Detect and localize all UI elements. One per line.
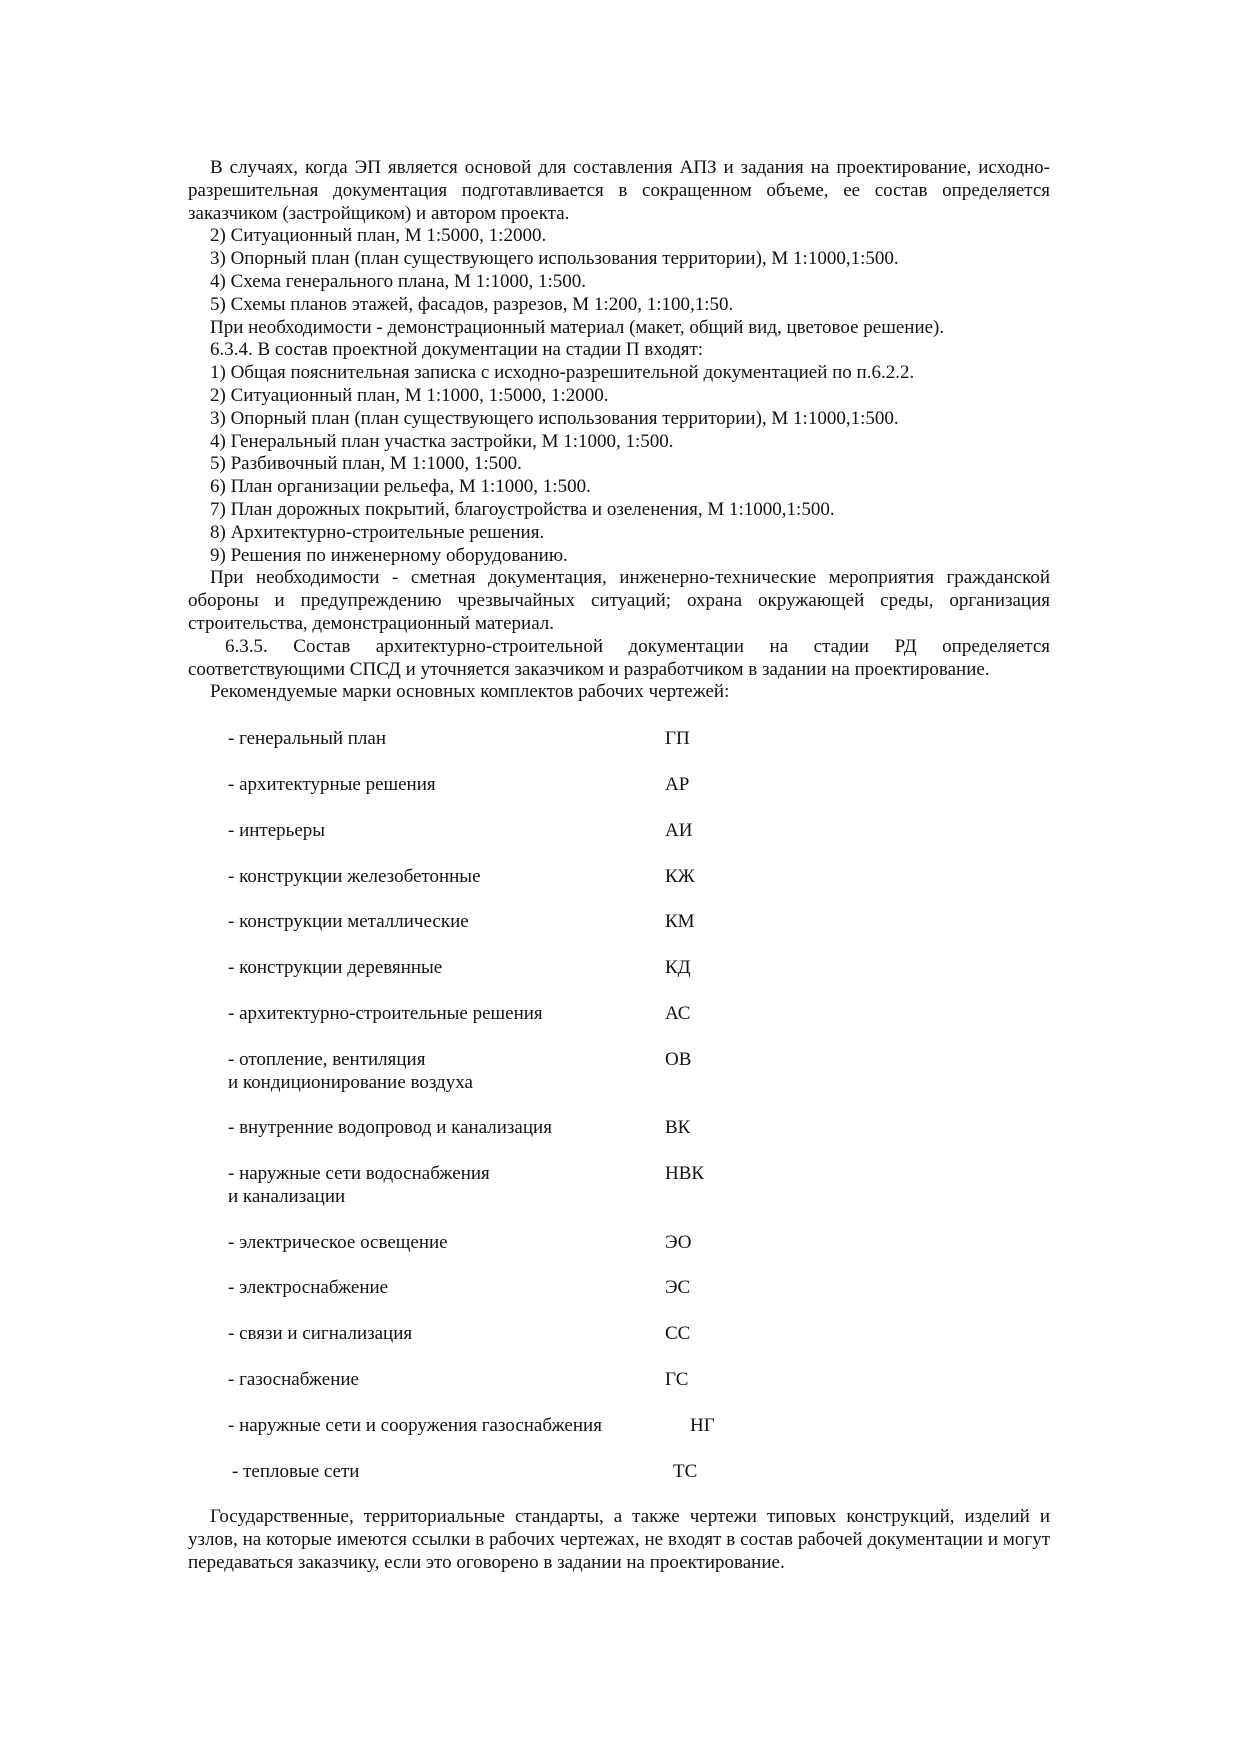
mark-code: КМ <box>665 911 695 933</box>
paragraph: При необходимости - демонстрационный материал (макет, общий вид, цветовое решение). <box>210 316 945 338</box>
mark-name: - электроснабжение <box>228 1277 389 1299</box>
paragraph: 5) Разбивочный план, М 1:1000, 1:500. <box>210 453 522 475</box>
list-item <box>188 957 1050 980</box>
mark-name: - связи и сигнализация <box>228 1323 413 1345</box>
mark-name: - архитектурно-строительные решения <box>228 1002 543 1024</box>
paragraph: 1) Общая пояснительная записка с исходно-разрешительной документацией по п.6.2.2. <box>210 362 915 384</box>
list-item <box>188 1369 1050 1392</box>
list-intro: Рекомендуемые марки основных комплектов рабочих чертежей: <box>210 681 730 703</box>
mark-code: ОВ <box>665 1048 692 1070</box>
mark-name-line2: и кондиционирование воздуха <box>228 1071 473 1093</box>
mark-name: - внутренние водопровод и канализация <box>228 1117 552 1139</box>
closing-paragraph: Государственные, территориальные стандарты, а также чертежи типовых конструкций, изделий и узлов, на которые имеются ссылки в рабочих чертежах, не входят в состав рабочей документации и могут передаваться заказчику, если это оговорено в задании на проектирование. <box>188 1506 1050 1574</box>
mark-code: ТС <box>673 1460 698 1482</box>
mark-code: ЭО <box>665 1231 692 1253</box>
list-item <box>188 1461 1050 1484</box>
mark-name: - тепловые сети <box>232 1460 360 1482</box>
marks-list <box>188 728 1050 1483</box>
list-item <box>188 1323 1050 1346</box>
mark-name: - наружные сети и сооружения газоснабжения <box>228 1414 602 1436</box>
list-item <box>188 1117 1050 1140</box>
mark-name: - архитектурные решения <box>228 773 436 795</box>
list-item <box>188 728 1050 751</box>
mark-code: КД <box>665 957 691 979</box>
mark-name: - газоснабжение <box>228 1369 359 1391</box>
list-item <box>188 1049 1050 1095</box>
mark-code: АР <box>665 773 690 795</box>
paragraph: 6) План организации рельефа, М 1:1000, 1:500. <box>210 476 591 498</box>
mark-code: ГП <box>665 728 690 750</box>
mark-name: - отопление, вентиляция <box>228 1048 426 1070</box>
mark-code: КЖ <box>665 865 695 887</box>
mark-code: АС <box>665 1002 691 1024</box>
paragraph: 3) Опорный план (план существующего использования территории), М 1:1000,1:500. <box>210 407 899 429</box>
mark-name: - наружные сети водоснабжения <box>228 1163 490 1185</box>
paragraph: 7) План дорожных покрытий, благоустройства и озеленения, М 1:1000,1:500. <box>210 498 835 520</box>
mark-name: - электрическое освещение <box>228 1231 448 1253</box>
paragraph: В случаях, когда ЭП является основой для составления АПЗ и задания на проектирование, исходно-разрешительная документация подготавливается в сокращенном объеме, ее состав определяется заказчиком (застройщиком) и автором проекта. <box>188 157 1050 224</box>
mark-code: АИ <box>665 819 693 841</box>
paragraph: 5) Схемы планов этажей, фасадов, разрезов, М 1:200, 1:100,1:50. <box>210 293 734 315</box>
mark-code: НВК <box>665 1163 705 1185</box>
paragraph: При необходимости - сметная документация, инженерно-технические мероприятия гражданской обороны и предупреждению чрезвычайных ситуаций; охрана окружающей среды, организация строительства, демонстрационный материал. <box>188 567 1050 634</box>
mark-name-line2: и канализации <box>228 1185 346 1207</box>
mark-code: ЭС <box>665 1277 691 1299</box>
list-item <box>188 911 1050 934</box>
paragraph: 3) Опорный план (план существующего использования территории), М 1:1000,1:500. <box>210 248 899 270</box>
list-item <box>188 774 1050 797</box>
paragraph: 8) Архитектурно-строительные решения. <box>210 521 545 543</box>
paragraph: 2) Ситуационный план, М 1:1000, 1:5000, 1:2000. <box>210 384 609 406</box>
list-item <box>188 1277 1050 1300</box>
list-item <box>188 1232 1050 1255</box>
section-635: 6.3.5. Состав архитектурно-строительной документации на стадии РД определяется соответствующими СПСД и уточняется заказчиком и разработчиком в задании на проектирование. <box>188 635 1050 680</box>
document-page <box>188 157 1050 1575</box>
paragraph: 4) Схема генерального плана, М 1:1000, 1:500. <box>210 270 586 292</box>
mark-code: ВК <box>665 1117 691 1139</box>
list-item <box>188 1003 1050 1026</box>
mark-name: - конструкции деревянные <box>228 957 443 979</box>
list-item <box>188 1163 1050 1209</box>
mark-name: - конструкции железобетонные <box>228 865 481 887</box>
mark-name: - интерьеры <box>228 819 326 841</box>
section-heading: 6.3.4. В состав проектной документации на стадии П входят: <box>210 339 704 361</box>
mark-code: ГС <box>665 1369 689 1391</box>
mark-code: СС <box>665 1323 691 1345</box>
paragraph: 9) Решения по инженерному оборудованию. <box>210 544 568 566</box>
mark-code: НГ <box>690 1414 715 1436</box>
mark-name: - конструкции металлические <box>228 911 469 933</box>
paragraph: 4) Генеральный план участка застройки, М 1:1000, 1:500. <box>210 430 674 452</box>
list-item <box>188 1415 1050 1438</box>
mark-name: - генеральный план <box>228 728 387 750</box>
top-paragraphs <box>188 157 1050 636</box>
list-item <box>188 866 1050 889</box>
paragraph: 2) Ситуационный план, М 1:5000, 1:2000. <box>210 225 547 247</box>
list-item <box>188 820 1050 843</box>
